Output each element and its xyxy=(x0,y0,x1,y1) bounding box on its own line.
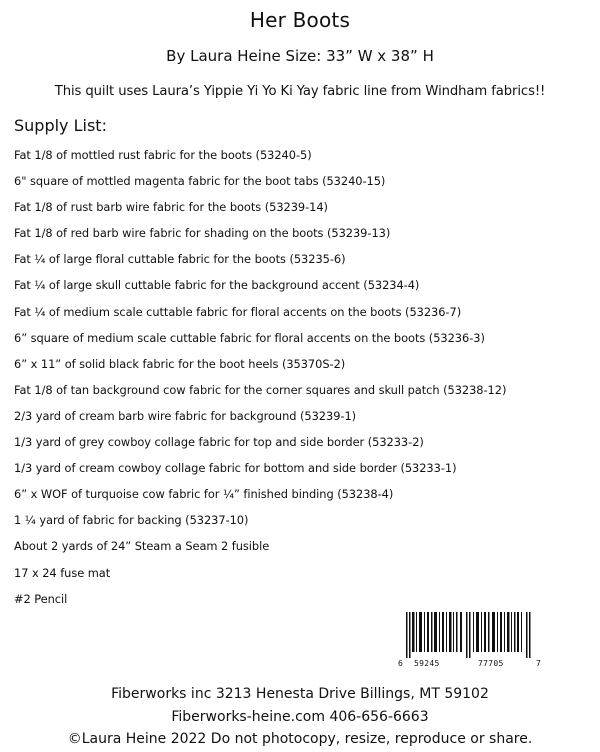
pattern-title: Her Boots xyxy=(249,8,351,32)
barcode-right-digits: 77705 xyxy=(478,659,504,668)
supply-item: 2/3 yard of cream barb wire fabric for background (53239-1) xyxy=(14,408,357,423)
supply-item: About 2 yards of 24” Steam a Seam 2 fusible xyxy=(14,539,270,554)
supply-item: 1/3 yard of cream cowboy collage fabric for bottom and side border (53233-1) xyxy=(14,461,457,476)
supply-item: #2 Pencil xyxy=(14,591,68,606)
supply-item: Fat 1/8 of tan background cow fabric for the corner squares and skull patch (53238-12) xyxy=(14,382,507,397)
supply-list xyxy=(14,148,506,618)
supply-item: Fat 1/8 of rust barb wire fabric for the boots (53239-14) xyxy=(14,200,328,215)
supply-item: 6” square of medium scale cuttable fabric for floral accents on the boots (53236-3) xyxy=(14,330,485,345)
barcode-check-digit: 7 xyxy=(536,659,542,668)
supply-item: 6” x 11” of solid black fabric for the boot heels (35370S-2) xyxy=(14,356,346,371)
barcode-lead-digit: 6 xyxy=(398,659,404,668)
footer-contact: Fiberworks-heine.com 406-656-6663 xyxy=(171,709,429,725)
supply-item: Fat 1/8 of red barb wire fabric for shading on the boots (53239-13) xyxy=(14,226,391,241)
supply-item: 1/3 yard of grey cowboy collage fabric for top and side border (53233-2) xyxy=(14,435,424,450)
supply-item: 6" square of mottled magenta fabric for the boot tabs (53240-15) xyxy=(14,174,386,189)
author-size-line: By Laura Heine Size: 33” W x 38” H xyxy=(166,47,434,65)
supply-item: 1 ¼ yard of fabric for backing (53237-10) xyxy=(14,513,249,528)
supply-item: 6” x WOF of turquoise cow fabric for ¼” finished binding (53238-4) xyxy=(14,487,394,502)
barcode-left-digits: 59245 xyxy=(414,659,440,668)
footer-copyright: ©Laura Heine 2022 Do not photocopy, resize, reproduce or share. xyxy=(67,731,533,747)
supply-item: 17 x 24 fuse mat xyxy=(14,565,111,580)
fabric-line-intro: This quilt uses Laura’s Yippie Yi Yo Ki Yay fabric line from Windham fabrics!! xyxy=(54,84,546,99)
supply-item: Fat 1/8 of mottled rust fabric for the boots (53240-5) xyxy=(14,148,312,162)
supply-item: Fat ¼ of large skull cuttable fabric for the background accent (53234-4) xyxy=(14,278,420,293)
barcode-bars xyxy=(406,612,536,658)
supply-item: Fat ¼ of medium scale cuttable fabric for floral accents on the boots (53236-7) xyxy=(14,304,462,319)
supply-list-heading: Supply List: xyxy=(14,116,107,135)
footer-address: Fiberworks inc 3213 Henesta Drive Billings, MT 59102 xyxy=(111,686,489,702)
supply-item: Fat ¼ of large floral cuttable fabric for the boots (53235-6) xyxy=(14,252,346,267)
upc-barcode xyxy=(396,612,546,672)
